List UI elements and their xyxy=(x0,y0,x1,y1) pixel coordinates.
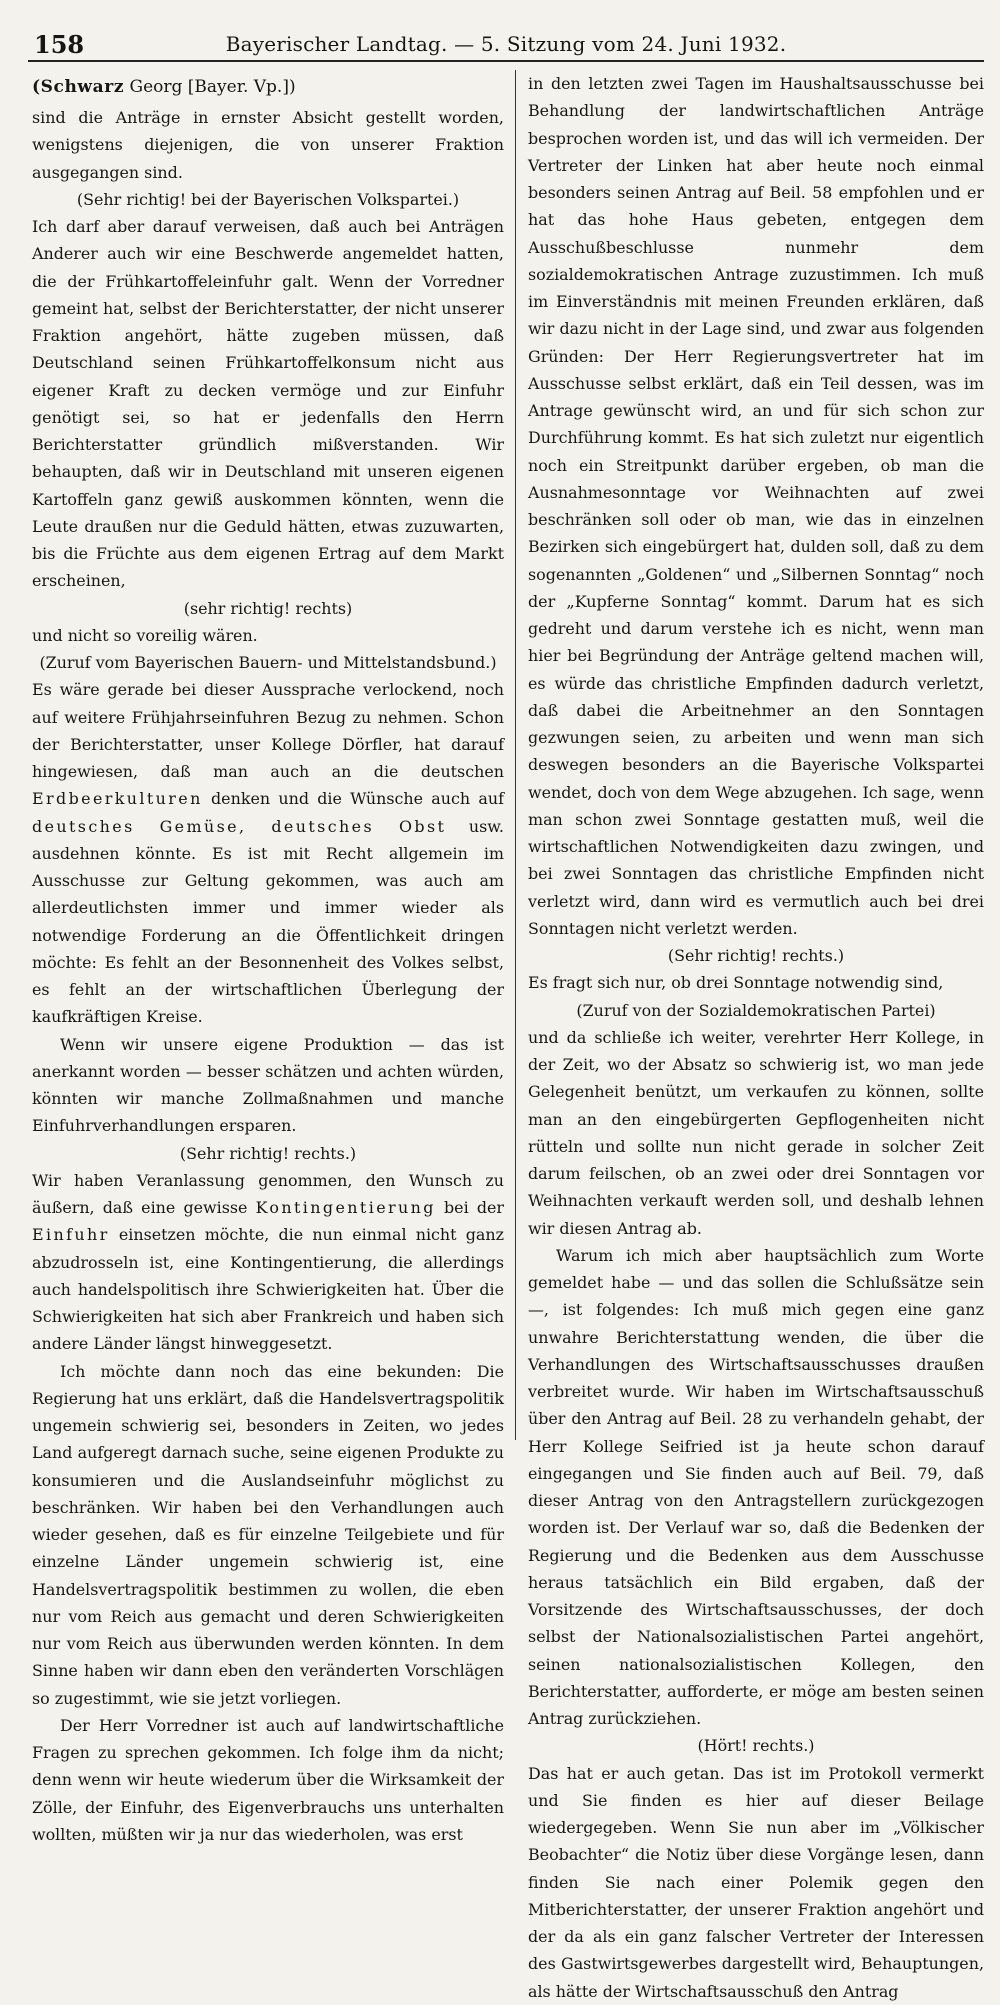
paragraph: in den letzten zwei Tagen im Haushaltsausschusse bei Behandlung der landwirtschaftlichen Anträge besprochen worden ist, und das will ich vermeiden. Der Vertreter der Linken hat aber heute noch einmal besonders seinen Antrag auf Beil. 58 empfohlen und er hat das hohe Haus gebeten, entgegen dem Ausschußbeschlusse nunmehr dem sozialdemokratischen Antrage zuzustimmen. Ich muß im Einverständnis mit meinen Freunden erklären, daß wir dazu nicht in der Lage sind, und zwar aus folgenden Gründen: Der Herr Regierungsvertreter hat im Ausschusse selbst erklärt, daß ein Teil dessen, was im Antrage gewünscht wird, an und für sich schon zur Durchführung kommt. Es hat sich zuletzt nur eigentlich noch ein Streitpunkt darüber ergeben, ob man die Ausnahmesonntage vor Weihnachten auf zwei beschränken soll oder ob man, wie das in einzelnen Bezirken sich eingebürgert hat, dulden soll, daß zu dem sogenannten „Goldenen“ und „Silbernen Sonntag“ noch der „Kupferne Sonntag“ kommt. Darum hat es sich gedreht und darum verstehe ich es nicht, wenn man hier bei Begründung der Anträge geltend machen will, es würde das christliche Empfinden dadurch verletzt, daß dabei die Arbeitnehmer an den Sonntagen gezwungen seien, zu arbeiten und wenn man sich deswegen besonders an die Bayerische Volkspartei wendet, doch von dem Wege abzugehen. Ich sage, wenn man schon zwei Sonntage gestatten muß, weil die wirtschaftlichen Notwendigkeiten dazu zwingen, und bei zwei Sonntagen das christliche Empfinden nicht verletzt wird, dann wird es vermutlich auch bei drei Sonntagen nicht verletzt werden. xyxy=(528,74,984,938)
emphasis-text: deutsches Gemüse, deutsches Obst xyxy=(32,816,447,836)
paragraph: Der Herr Vorredner ist auch auf landwirtschaftliche Fragen zu sprechen gekommen. Ich folge ihm da nicht; denn wenn wir heute wiederum über die Wirksamkeit der Zölle, der Einfuhr, des Eigenverbrauchs uns unterhalten wollten, müßten wir ja nur das wiederholen, was erst xyxy=(32,1715,504,1844)
emphasis-text: Erdbeerkulturen xyxy=(32,789,203,809)
text-run: einsetzen möchte, die nun einmal nicht ganz abzudrosseln ist, eine Kontingentierung, die allerdings auch handelspolitisch ihre Schwierigkeiten hat. Über die Schwierigkeiten hat sich aber Frankreich und haben sich andere Länder längst hinweggesetzt. xyxy=(32,1225,504,1354)
page-header xyxy=(28,26,984,62)
running-title: Bayerischer Landtag. — 5. Sitzung vom 24. Juni 1932. xyxy=(225,32,787,56)
interjection: (Hört! rechts.) xyxy=(697,1736,815,1756)
interjection: (Sehr richtig! rechts.) xyxy=(667,946,845,965)
left-column xyxy=(32,70,504,1848)
paragraph: Ich darf aber darauf verweisen, daß auch bei Anträgen Anderer auch wir eine Beschwerde angemeldet hatten, die der Frühkartoffeleinfuhr galt. Wenn der Vorredner gemeint hat, selbst der Berichterstatter, der nicht unserer Fraktion angehört, hätte zugeben müssen, daß Deutschland seinen Frühkartoffelkonsum nicht aus eigener Kraft zu decken vermöge und zur Einfuhr genötigt sei, so hat er jedenfalls den Herrn Berichterstatter gründlich mißverstanden. Wir behaupten, daß wir in Deutschland mit unseren eigenen Kartoffeln ganz gewiß auskommen könnten, wenn die Leute draußen nur die Geduld hätten, etwas zuzuwarten, bis die Früchte aus dem eigenen Ertrag auf dem Markt erscheinen, xyxy=(32,217,504,591)
column-divider xyxy=(515,70,516,1440)
text-run: Es wäre gerade bei dieser Aussprache verlockend, noch auf weitere Frühjahrseinfuhren Bezug zu nehmen. Schon der Berichterstatter, unser Kollege Dörfler, hat darauf hingewiesen, daß man auch an die deutschen xyxy=(32,680,504,781)
page-number: 158 xyxy=(34,30,85,59)
paragraph: sind die Anträge in ernster Absicht gestellt worden, wenigstens diejenigen, die von unserer Fraktion ausgegangen sind. xyxy=(32,108,504,182)
paragraph: Wenn wir unsere eigene Produktion — das ist anerkannt worden — besser schätzen und achten würden, könnten wir manche Zollmaßnahmen und manche Einfuhrverhandlungen ersparen. xyxy=(32,1034,504,1136)
interjection: (Zuruf von der Sozialdemokratischen Partei) xyxy=(576,1000,936,1020)
text-run: bei der xyxy=(435,1198,504,1217)
paragraph: Ich möchte dann noch das eine bekunden: Die Regierung hat uns erklärt, daß die Handelsvertragspolitik ungemein schwierig sei, besonders in Zeiten, wo jedes Land aufgeregt darnach suche, seine eigenen Produkte zu konsumieren und die Auslandseinfuhr möglichst zu beschränken. Wir haben bei den Verhandlungen auch wieder gesehen, daß es für einzelne Teilgebiete und für einzelne Länder ungemein schwierig ist, eine Handelsvertragspolitik bestimmen zu wollen, die eben nur vom Reich aus gemacht und deren Schwierigkeiten nur vom Reich aus überwunden werden könnten. In dem Sinne haben wir dann eben den veränderten Vorschlägen so zugestimmt, wie sie jetzt vorliegen. xyxy=(32,1361,504,1708)
interjection: (Zuruf vom Bayerischen Bauern- und Mittelstandsbund.) xyxy=(39,653,497,672)
speaker-affiliation: Georg [Bayer. Vp.]) xyxy=(124,77,296,97)
paragraph: Warum ich mich aber hauptsächlich zum Worte gemeldet habe — und das sollen die Schlußsätze sein —, ist folgendes: Ich muß mich gegen eine ganz unwahre Berichterstattung wenden, die über die Verhandlungen des Wirtschaftsausschusses draußen verbreitet wurde. Wir haben im Wirtschaftsausschuß über den Antrag auf Beil. 28 zu verhandeln gehabt, der Herr Kollege Seifried ist ja heute schon darauf eingegangen und Sie finden auch auf Beil. 79, daß dieser Antrag von den Antragstellern zurückgezogen worden ist. Der Verlauf war so, daß die Bedenken der Regierung und die Bedenken aus dem Ausschusse heraus tatsächlich ein Bild ergaben, daß der Vorsitzende des Wirtschaftsausschusses, der doch selbst der Nationalsozialistischen Partei angehört, seinen nationalsozialistischen Kollegen, den Berichterstatter, aufforderte, er möge am besten seinen Antrag zurückziehen. xyxy=(528,1245,984,1728)
text-run: denken und die Wünsche auch auf xyxy=(202,789,504,809)
paragraph: und da schließe ich weiter, verehrter Herr Kollege, in der Zeit, wo der Absatz so schwierig ist, wo man jede Gelegenheit benützt, um verkaufen zu können, sollte man an den eingebürgerten Gepflogenheiten nicht rütteln und sollte nun nicht gerade in solcher Zeit darum feilschen, ob an zwei oder drei Sonntagen vor Weihnachten verkauft werden soll, und deshalb lehnen wir diesen Antrag ab. xyxy=(528,1027,984,1238)
speaker-line xyxy=(32,70,504,104)
text-run: usw. ausdehnen könnte. Es ist mit Recht allgemein im Ausschusse zur Geltung gekommen, was auch am allerdeutlichsten immer und immer wieder als notwendige Forderung an die Öffentlichkeit dringen möchte: Es fehlt an der Besonnenheit des Volkes selbst, es fehlt an der wirtschaftlichen Überlegung der kaufkräftigen Kreise. xyxy=(32,816,504,1027)
right-column xyxy=(528,70,984,2005)
emphasis-text: Kontingentierung xyxy=(255,1198,436,1217)
paragraph: und nicht so voreilig wären. xyxy=(32,625,258,645)
paragraph xyxy=(32,1167,504,1358)
speaker-name: (Schwarz xyxy=(32,77,125,97)
emphasis-text: Einfuhr xyxy=(32,1225,110,1245)
interjection: (Sehr richtig! rechts.) xyxy=(179,1143,357,1163)
interjection: (Sehr richtig! bei der Bayerischen Volkspartei.) xyxy=(76,189,460,209)
text-run: Wir haben Veranlassung genommen, den Wunsch zu äußern, daß eine gewisse xyxy=(32,1170,504,1217)
paragraph: Es fragt sich nur, ob drei Sonntage notwendig sind, xyxy=(528,973,944,993)
paragraph xyxy=(32,676,504,1030)
paragraph: Das hat er auch getan. Das ist im Protokoll vermerkt und Sie finden es hier auf dieser Beilage wiedergegeben. Wenn Sie nun aber im „Völkischer Beobachter“ die Notiz über diese Vorgänge lesen, dann finden Sie nach einer Polemik gegen den Mitberichterstatter, der unserer Fraktion angehört und der da als ein ganz falscher Vertreter der Interessen des Gastwirtsgewerbes dargestellt wird, Behauptungen, als hätte der Wirtschaftsausschuß den Antrag xyxy=(528,1763,984,2001)
interjection: (sehr richtig! rechts) xyxy=(183,598,353,618)
